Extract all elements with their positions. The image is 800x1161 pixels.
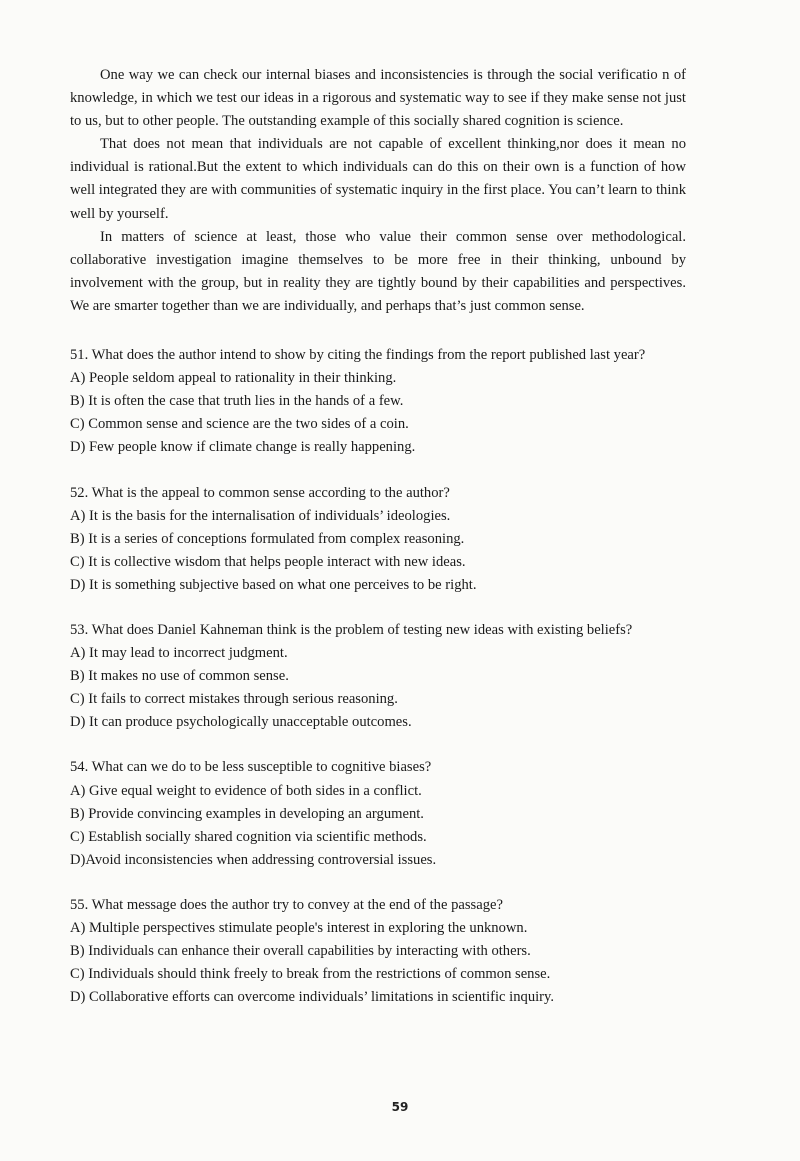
question-option: D) Collaborative efforts can overcome individuals’ limitations in scientific inquiry. xyxy=(70,989,555,1006)
question-option: D) Few people know if climate change is really happening. xyxy=(70,439,416,456)
question-option: A) It is the basis for the internalisation of individuals’ ideologies. xyxy=(70,507,451,524)
question-option: C) Establish socially shared cognition via scientific methods. xyxy=(70,828,427,845)
passage-paragraph: One way we can check our internal biases and inconsistencies is through the social verificatio n of knowledge, in which we test our ideas in a rigorous and systematic way to see if they make sense not just to us, but to other people. The outstanding example of this socially shared cognition is science. xyxy=(70,67,686,130)
question-option: B) It is often the case that truth lies in the hands of a few. xyxy=(70,393,404,410)
question-option: A) Give equal weight to evidence of both sides in a conflict. xyxy=(70,782,422,799)
question-option: B) It is a series of conceptions formulated from complex reasoning. xyxy=(70,530,465,547)
question-option: C) It is collective wisdom that helps people interact with new ideas. xyxy=(70,553,466,570)
question-stem: 52. What is the appeal to common sense according to the author? xyxy=(70,484,450,501)
question-option: D) It can produce psychologically unacceptable outcomes. xyxy=(70,714,412,731)
question-stem: 55. What message does the author try to convey at the end of the passage? xyxy=(70,896,503,913)
question-option: A) It may lead to incorrect judgment. xyxy=(70,645,288,662)
question-option: B) It makes no use of common sense. xyxy=(70,668,289,685)
question-stem: 53. What does Daniel Kahneman think is the problem of testing new ideas with existing beliefs? xyxy=(70,621,633,638)
question-53 xyxy=(70,619,686,734)
question-option: A) People seldom appeal to rationality in their thinking. xyxy=(70,370,397,387)
question-option: C) Individuals should think freely to break from the restrictions of common sense. xyxy=(70,966,551,983)
question-51 xyxy=(70,344,686,459)
question-stem: 54. What can we do to be less susceptible to cognitive biases? xyxy=(70,759,432,776)
question-55 xyxy=(70,894,686,1009)
passage-paragraph: In matters of science at least, those who value their common sense over methodological. collaborative investigation imagine themselves to be more free in their thinking, unbound by involvement with the group, but in reality they are tightly bound by their capabilities and perspectives. We are smarter together than we are individually, and perhaps that’s just common sense. xyxy=(70,228,686,314)
passage-paragraph: That does not mean that individuals are not capable of excellent thinking,nor does it mean no individual is rational.But the extent to which individuals can do this on their own is a function of how well integrated they are with communities of systematic inquiry in the first place. You can’t learn to think well by yourself. xyxy=(70,136,686,222)
question-option: C) It fails to correct mistakes through serious reasoning. xyxy=(70,691,398,708)
question-option: C) Common sense and science are the two sides of a coin. xyxy=(70,416,409,433)
question-stem: 51. What does the author intend to show by citing the findings from the report published last year? xyxy=(70,347,646,364)
question-option: B) Provide convincing examples in developing an argument. xyxy=(70,805,424,822)
question-option: A) Multiple perspectives stimulate people's interest in exploring the unknown. xyxy=(70,920,528,936)
question-option: B) Individuals can enhance their overall capabilities by interacting with others. xyxy=(70,943,531,960)
page-number: 59 xyxy=(391,1100,409,1114)
question-54 xyxy=(70,756,686,871)
document-page xyxy=(70,64,686,1009)
question-option: D)Avoid inconsistencies when addressing controversial issues. xyxy=(70,851,437,868)
question-option: D) It is something subjective based on what one perceives to be right. xyxy=(70,576,477,593)
question-52 xyxy=(70,482,686,597)
